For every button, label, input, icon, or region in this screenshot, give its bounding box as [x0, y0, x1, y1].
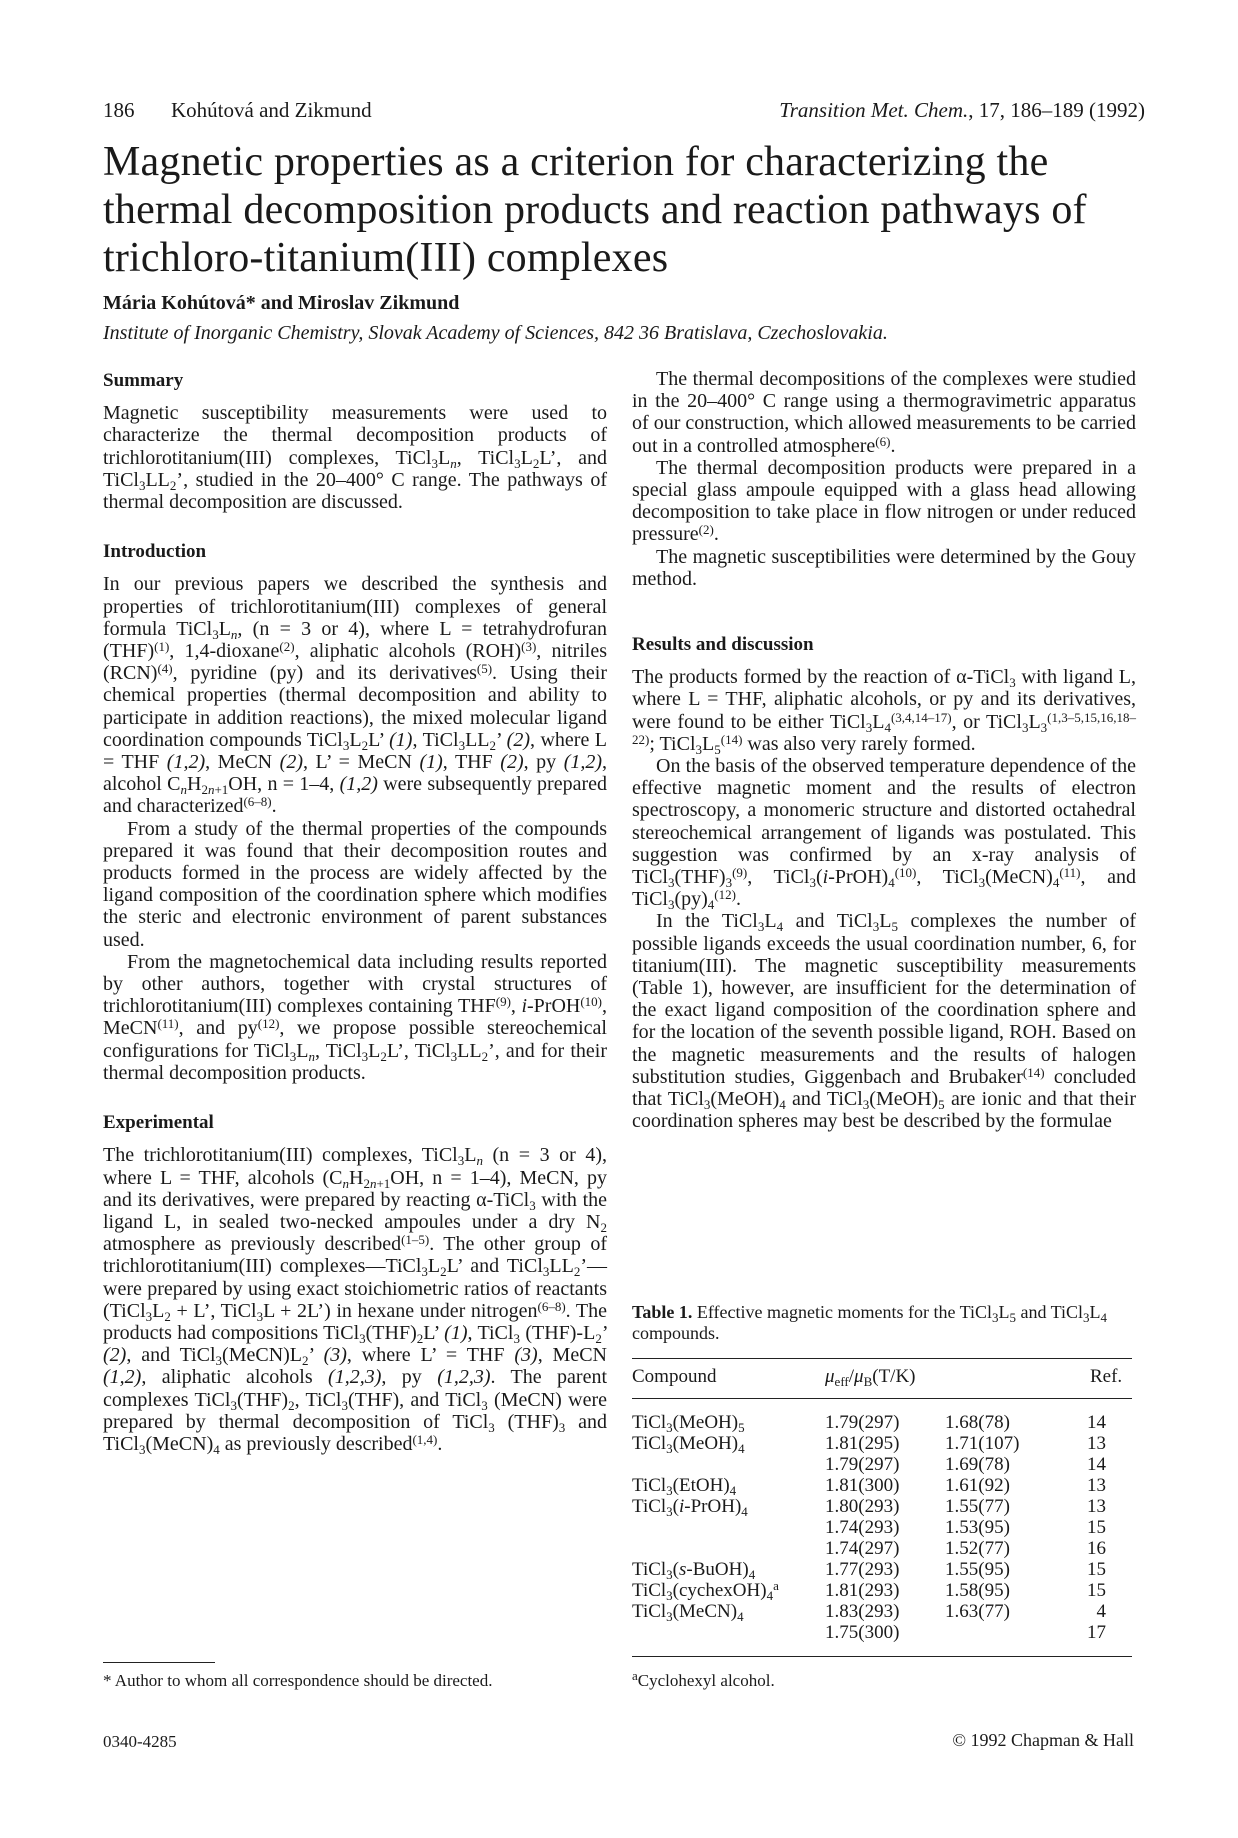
- table-footnote: $^a$Cyclohexyl alcohol.: [632, 1668, 775, 1690]
- moment-low-cell: 1.68(78): [945, 1412, 1010, 1433]
- table-row: [632, 1412, 1132, 1433]
- compound-cell: [632, 1622, 825, 1643]
- moment-cell: 1.75(300): [825, 1622, 900, 1643]
- ref-cell: 15: [1087, 1517, 1106, 1538]
- moment-low-cell: 1.53(95): [945, 1517, 1010, 1538]
- table-row: [632, 1601, 1132, 1622]
- moment-cell: 1.81(300): [825, 1475, 900, 1496]
- moment-cell: 1.79(297): [825, 1454, 900, 1475]
- table-header-rule: [632, 1398, 1132, 1399]
- table-row: [632, 1538, 1132, 1559]
- right-column: [632, 368, 1136, 1133]
- compound-cell: $TiCl_3(cychexOH)_4^a$: [632, 1578, 779, 1603]
- table-row: [632, 1496, 1132, 1517]
- moment-low-cell: 1.55(77): [945, 1496, 1010, 1517]
- header-moment: $\mu_{eff}/\mu_B(T/K)$: [825, 1366, 916, 1389]
- experimental-paragraph-4: The magnetic susceptibilities were determined by the Gouy method.: [632, 545, 1136, 590]
- copyright: © 1992 Chapman & Hall: [952, 1730, 1134, 1750]
- moment-cell: 1.81(295): [825, 1433, 900, 1454]
- left-column: [103, 370, 607, 1455]
- moment-cell: 1.83(293): [825, 1601, 900, 1622]
- compound-cell: [632, 1454, 825, 1475]
- author-footnote: * Author to whom all correspondence should be directed.: [103, 1671, 493, 1690]
- ref-cell: 14: [1087, 1412, 1106, 1433]
- footnote-rule: [103, 1662, 215, 1663]
- table-row: [632, 1433, 1132, 1454]
- ref-cell: 13: [1087, 1475, 1106, 1496]
- table-top-rule: [632, 1358, 1132, 1359]
- ref-cell: 15: [1087, 1559, 1106, 1580]
- moment-low-cell: 1.61(92): [945, 1475, 1010, 1496]
- moment-cell: 1.81(293): [825, 1580, 900, 1601]
- moment-low-cell: 1.71(107): [945, 1433, 1020, 1454]
- intro-paragraph-3: From the magnetochemical data including results reported by other authors, together with crystal structures of trichlorotitanium(III) complexes containing THF$^{(9)}$, i-PrOH$^{(10)}$, MeCN$^{(11)}$, and $py^{(12)}$, we propose possible stereochemical configurations for $TiCl_3L_n$, $TiCl_3L_2L$’, $TiCl_3LL_2$’, and for their thermal decomposition products.: [103, 950, 608, 1084]
- table-row: [632, 1580, 1132, 1601]
- author-list: Mária Kohútová* and Miroslav Zikmund: [103, 292, 460, 314]
- table-row: [632, 1475, 1132, 1496]
- journal-citation: [779, 98, 1145, 123]
- results-paragraph-1: The products formed by the reaction of α-TiCl$_3$ with ligand L, where L = THF, aliphatic alcohols, or py and its derivatives, were found to be either $TiCl_3L_4^{(3,4,14-17)}$, or $TiCl_3L_3^{(1,3-5,15,16,18-22)}$; $TiCl_3L_5^{(14)}$ was also very rarely formed.: [632, 666, 1137, 757]
- ref-cell: 17: [1087, 1622, 1106, 1643]
- intro-paragraph-1: In our previous papers we described the synthesis and properties of trichlorotitanium(III) complexes of general formula $TiCl_3L_n$, (n = 3 or 4), where L = tetrahydrofuran (THF)$^{(1)}$, 1,4-dioxane$^{(2)}$, aliphatic alcohols (ROH)$^{(3)}$, nitriles (RCN)$^{(4)}$, pyridine (py) and its derivatives$^{(5)}$. Using their chemical properties (thermal decomposition and ability to participate in addition reactions), the mixed molecular ligand coordination compounds $TiCl_3L_2L$’ (1), $TiCl_3LL_2$’ (2), where L = THF (1,2), MeCN (2), L’ = MeCN (1), THF (2), py (1,2), alcohol $C_nH_{2n+1}OH$, n = 1–4, (1,2) were subsequently prepared and characterized$^{(6-8)}$.: [103, 573, 608, 818]
- experimental-paragraph: The trichlorotitanium(III) complexes, $TiCl_3L_n$ (n = 3 or 4), where L = THF, alcohols ($C_nH_{2n+1}OH$, n = 1–4), MeCN, py and its derivatives, were prepared by reacting α-TiCl$_3$ with the ligand L, in sealed two-necked ampoules under a dry $N_2$ atmosphere as previously described$^{(1-5)}$. The other group of trichlorotitanium(III) $complexes—TiCl_3L_2L$’ and $TiCl_3LL_2’—were$ prepared by using exact stoichiometric ratios of reactants ($TiCl_3L_2 + L$’, TiCl$_3$L + 2L’) in hexane under nitrogen$^{(6-8)}$. The products had compositions $TiCl_3(THF)_2L$’ (1), TiCl$_3$ $(THF)-L_2$’ (2), and $TiCl_3(MeCN)L_2$’ (3), where L’ = THF (3), MeCN (1,2), aliphatic alcohols (1,2,3), py (1,2,3). The parent complexes $TiCl_3(THF)_2$, TiCl$_3$(THF), and TiCl$_3$ (MeCN) were prepared by thermal decomposition of TiCl$_3$ $(THF)_3$ and $TiCl_3(MeCN)_4$ as previously described$^{(1,4)}$.: [103, 1144, 608, 1457]
- page-number: 186: [103, 98, 135, 122]
- ref-cell: 13: [1087, 1496, 1106, 1517]
- article-title: Magnetic properties as a criterion for characterizing the thermal decomposition products and reaction pathways of trichloro-titanium(III) complexes: [103, 139, 1087, 281]
- moment-cell: 1.74(293): [825, 1517, 900, 1538]
- moment-low-cell: 1.52(77): [945, 1538, 1010, 1559]
- moment-cell: 1.74(297): [825, 1538, 900, 1559]
- moment-low-cell: 1.58(95): [945, 1580, 1010, 1601]
- results-heading: Results and discussion: [632, 634, 814, 656]
- moment-low-cell: [945, 1622, 1055, 1643]
- intro-paragraph-2: From a study of the thermal properties of the compounds prepared it was found that their decomposition routes and products formed in the process are widely affected by the ligand composition of the coordination sphere which modifies the steric and electronic environment of parent substances used.: [103, 817, 607, 951]
- header-ref: Ref.: [1090, 1366, 1123, 1387]
- table1-caption: [632, 1302, 1132, 1344]
- journal-name: Transition Met. Chem.: [779, 98, 969, 122]
- table-row: [632, 1517, 1132, 1538]
- compound-cell: [632, 1517, 825, 1538]
- moment-low-cell: 1.69(78): [945, 1454, 1010, 1475]
- summary-heading: Summary: [103, 370, 184, 391]
- table-bottom-rule: [632, 1656, 1132, 1657]
- ref-cell: 13: [1087, 1433, 1106, 1454]
- moment-cell: 1.80(293): [825, 1496, 900, 1517]
- ref-cell: 14: [1087, 1454, 1106, 1475]
- header-compound: Compound: [632, 1366, 717, 1387]
- issn-code: 0340-4285: [103, 1732, 177, 1751]
- compound-cell: $TiCl_3(MeOH)_5$: [632, 1412, 745, 1435]
- table1: [632, 1412, 1132, 1643]
- moment-cell: 1.79(297): [825, 1412, 900, 1433]
- moment-low-cell: 1.63(77): [945, 1601, 1010, 1622]
- compound-cell: [632, 1538, 825, 1559]
- introduction-heading: Introduction: [103, 541, 207, 563]
- moment-cell: 1.77(293): [825, 1559, 900, 1580]
- summary-text: Magnetic susceptibility measurements were used to characterize the thermal decomposition products of trichlorotitanium(III) complexes, $TiCl_3L_n$, $TiCl_3L_2L$’, and $TiCl_3LL_2$’, studied in the 20–400° C range. The pathways of thermal decomposition are discussed.: [103, 402, 607, 514]
- volume-info: , 17, 186–189 (1992): [968, 98, 1145, 122]
- compound-cell: $TiCl_3(MeCN)_4$: [632, 1601, 744, 1624]
- ref-cell: 4: [1096, 1601, 1106, 1622]
- running-authors: Kohútová and Zikmund: [171, 98, 372, 122]
- table-row: [632, 1559, 1132, 1580]
- ref-cell: 15: [1087, 1580, 1106, 1601]
- table-row: [632, 1454, 1132, 1475]
- results-paragraph-2: On the basis of the observed temperature dependence of the effective magnetic moment and the results of electron spectroscopy, a monomeric structure and distorted octahedral stereochemical arrangement of ligands was postulated. This suggestion was confirmed by an x-ray analysis of $TiCl_3(THF)_3^{(9)}$, $TiCl_3(i-PrOH)_4^{(10)}$, $TiCl_3(MeCN)_4^{(11)}$, and $TiCl_3(py)_4^{(12)}$.: [632, 755, 1136, 913]
- experimental-heading: Experimental: [103, 1112, 214, 1134]
- experimental-paragraph-2: The thermal decompositions of the complexes were studied in the 20–400° C range using a thermogravimetric apparatus of our construction, which allowed measurements to be carried out in a controlled atmosphere$^{(6)}$.: [632, 368, 1136, 457]
- compound-cell: $TiCl_3(EtOH)_4$: [632, 1475, 737, 1498]
- moment-low-cell: 1.55(95): [945, 1559, 1010, 1580]
- compound-cell: $TiCl_3(i-PrOH)_4$: [632, 1496, 748, 1519]
- table1-label: Table 1.: [632, 1302, 693, 1322]
- compound-cell: $TiCl_3(MeOH)_4$: [632, 1433, 745, 1456]
- table1-caption-text: Effective magnetic moments for the $TiCl_3L_5$ and $TiCl_3L_4$ compounds.: [632, 1302, 1108, 1343]
- institution: Institute of Inorganic Chemistry, Slovak Academy of Sciences, 842 36 Bratislava, Czechoslovakia.: [103, 322, 888, 344]
- table-row: [632, 1622, 1132, 1643]
- results-paragraph-3: In the $TiCl_3L_4$ and $TiCl_3L_5$ complexes the number of possible ligands exceeds the usual coordination number, 6, for titanium(III). The magnetic susceptibility measurements (Table 1), however, are insufficient for the determination of the exact ligand composition of the coordination sphere and for the location of the seventh possible ligand, ROH. Based on the magnetic measurements and the results of halogen substitution studies, Giggenbach and Brubaker$^{(14)}$ concluded that $TiCl_3(MeOH)_4$ and $TiCl_3(MeOH)_5$ are ionic and that their coordination spheres may best be described by the formulae: [632, 910, 1137, 1133]
- ref-cell: 16: [1087, 1538, 1106, 1559]
- experimental-paragraph-3: The thermal decomposition products were prepared in a special glass ampoule equipped with a glass head allowing decomposition to take place in flow nitrogen or under reduced pressure$^{(2)}$.: [632, 456, 1136, 546]
- compound-cell: $TiCl_3(s-BuOH)_4$: [632, 1559, 756, 1582]
